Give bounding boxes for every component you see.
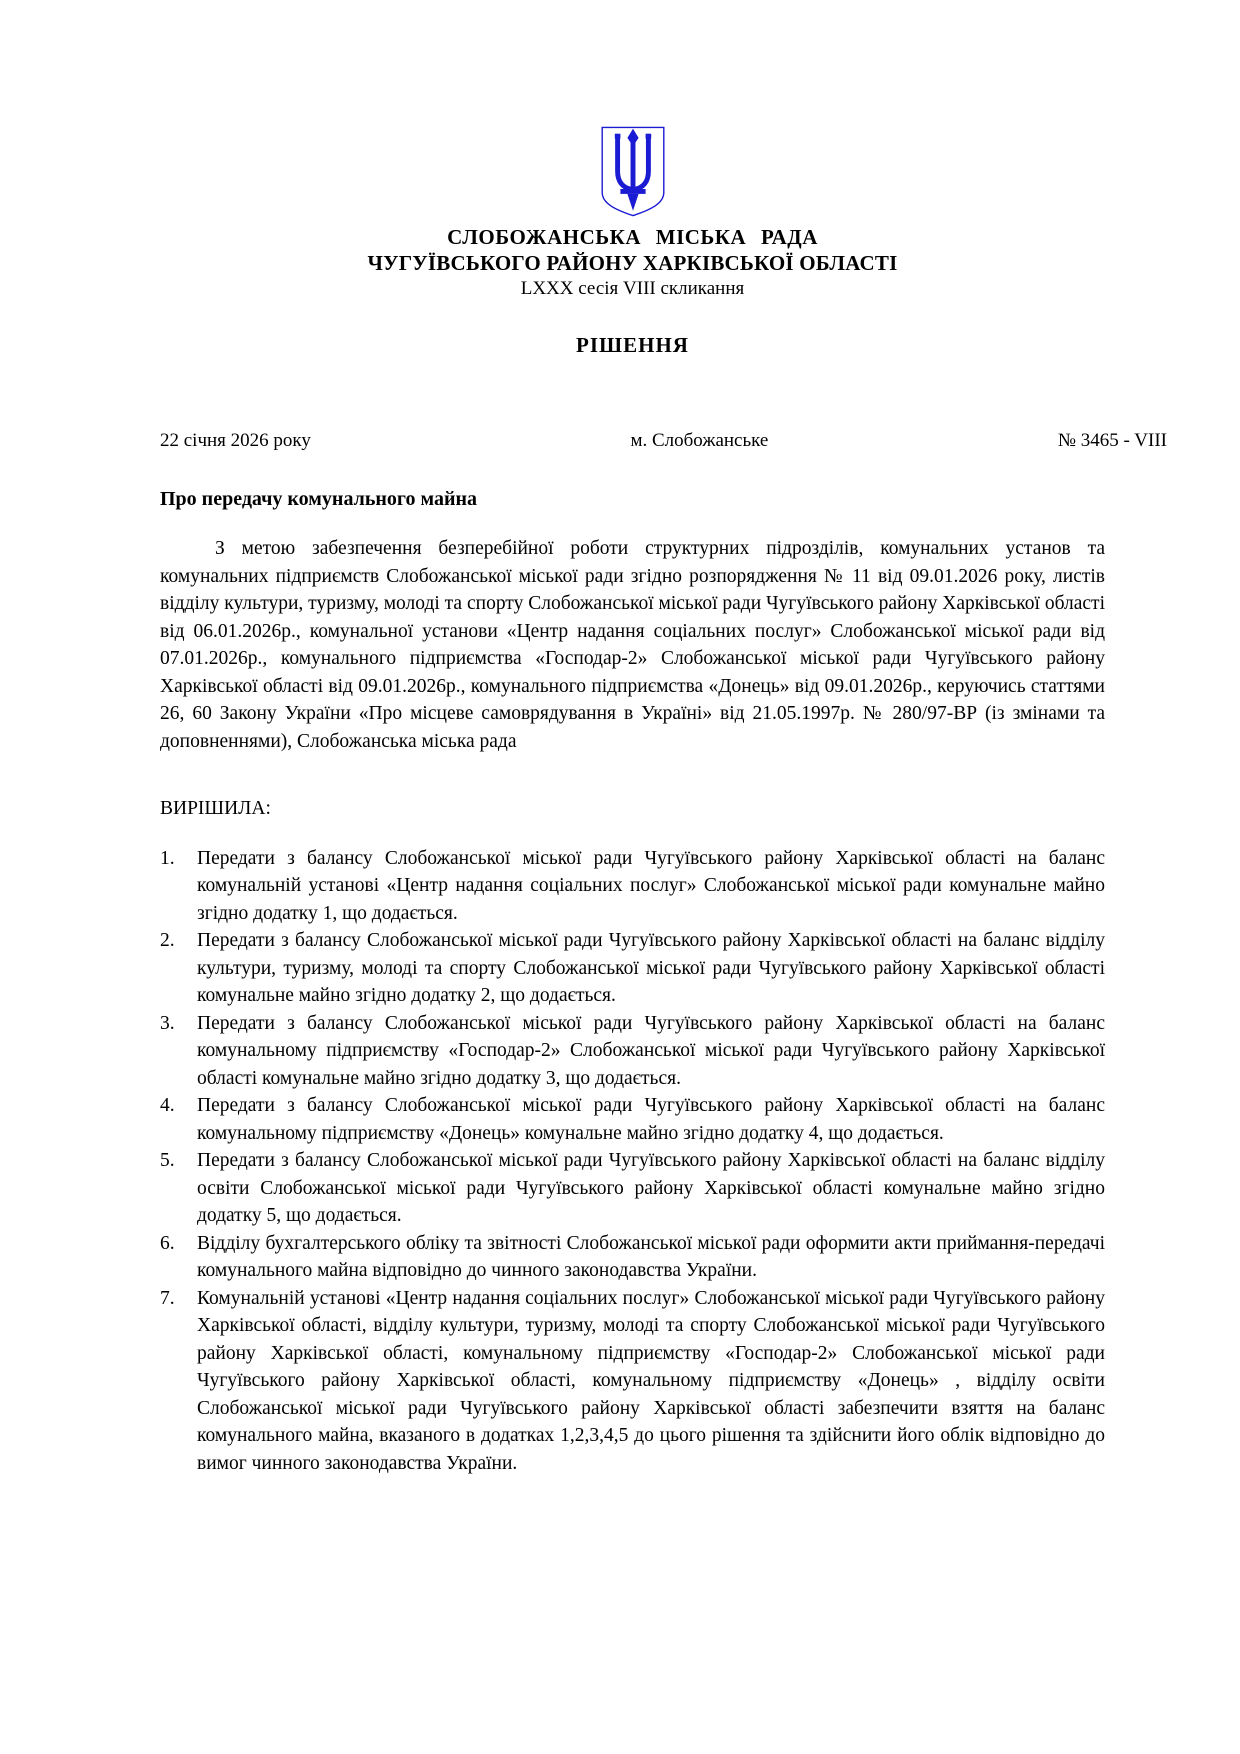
item-number: 3. [160, 1012, 175, 1034]
resolution-item [160, 1147, 1105, 1230]
item-number: 6. [160, 1232, 175, 1254]
resolution-item [160, 1285, 1105, 1478]
org-name: СЛОБОЖАНСЬКА МІСЬКА РАДА [447, 225, 818, 249]
resolution-word: ВИРІШИЛА: [160, 798, 271, 819]
document-date: 22 січня 2026 року [160, 430, 311, 451]
item-text: Комунальній установі «Центр надання соціальних послуг» Слобожанської міської ради Чугуївського району Харківської області, відділу культури, туризму, молоді та спорту Слобожанської міської ради Чугуївського району Харківської області, комунальному підприємству «Господар-2» Слобожанської міської ради Чугуївського району Харківської області, комунальному підприємству «Донець» , відділу освіти Слобожанської міської ради Чугуївського району Харківської області забезпечити взяття на баланс комунального майна, вказаного в додатках 1,2,3,4,5 до цього рішення та здійснити його облік відповідно до вимог чинного законодавства України. [197, 1287, 1105, 1474]
item-text: Передати з балансу Слобожанської міської ради Чугуївського району Харківської області на баланс комунальному підприємству «Донець» комунальне майно згідно додатку 4, що додається. [197, 1095, 1105, 1144]
resolution-item [160, 1010, 1105, 1093]
ukraine-trident-icon [598, 125, 668, 218]
document-number: № 3465 - VIII [1057, 430, 1167, 451]
meta-row [160, 430, 1167, 452]
document-place: м. Слобожанське [630, 430, 769, 451]
preamble-paragraph: З метою забезпечення безперебійної роботи структурних підрозділів, комунальних установ та комунальних підприємств Слобожанської міської ради згідно розпорядження № 11 від 09.01.2026 року, листів відділу культури, туризму, молоді та спорту Слобожанської міської ради Чугуївського району Харківської області від 06.01.2026р., комунальної установи «Центр надання соціальних послуг» Слобожанської міської ради від 07.01.2026р., комунального підприємства «Господар-2» Слобожанської міської ради Чугуївського району Харківської області від 09.01.2026р., комунального підприємства «Донець» від 09.01.2026р., керуючись статтями 26, 60 Закону України «Про місцеве самоврядування в Україні» від 21.05.1997р. № 280/97-ВР (із змінами та доповненнями), Слобожанська міська рада [160, 538, 1105, 752]
item-text: Відділу бухгалтерського обліку та звітності Слобожанської міської ради оформити акти приймання-передачі комунального майна відповідно до чинного законодавства України. [197, 1232, 1105, 1281]
item-number: 4. [160, 1095, 175, 1116]
item-text: Передати з балансу Слобожанської міської ради Чугуївського району Харківської області на баланс комунальній установі «Центр надання соціальних послуг» Слобожанської міської ради комунальне майно згідно додатку 1, що додається. [197, 847, 1105, 924]
resolution-item [160, 1230, 1105, 1285]
document-header [160, 125, 1105, 302]
item-number: 7. [160, 1287, 175, 1309]
resolution-item [160, 927, 1105, 1010]
item-text: Передати з балансу Слобожанської міської ради Чугуївського району Харківської області на баланс відділу культури, туризму, молоді та спорту Слобожанської міської ради Чугуївського району Харківської області комунальне майно згідно додатку 2, що додається. [197, 930, 1105, 1006]
item-number: 1. [160, 847, 175, 869]
resolution-list [160, 845, 1105, 1478]
session-line: LXXX сесія VIII скликання [520, 278, 745, 299]
item-text: Передати з балансу Слобожанської міської ради Чугуївського району Харківської області на баланс відділу освіти Слобожанської міської ради Чугуївського району Харківської області комунальне майно згідно додатку 5, що додається. [197, 1150, 1105, 1226]
emblem-container [160, 125, 1105, 218]
item-number: 5. [160, 1150, 175, 1171]
resolution-item [160, 845, 1105, 928]
resolution-item [160, 1092, 1105, 1147]
item-text: Передати з балансу Слобожанської міської ради Чугуївського району Харківської області на баланс комунальному підприємству «Господар-2» Слобожанської міської ради Чугуївського району Харківської області комунальне майно згідно додатку 3, що додається. [197, 1012, 1105, 1089]
document-type-title: РІШЕННЯ [576, 333, 689, 357]
item-number: 2. [160, 930, 175, 951]
subject-line: Про передачу комунального майна [160, 488, 478, 510]
org-region: ЧУГУЇВСЬКОГО РАЙОНУ ХАРКІВСЬКОЇ ОБЛАСТІ [367, 251, 898, 275]
